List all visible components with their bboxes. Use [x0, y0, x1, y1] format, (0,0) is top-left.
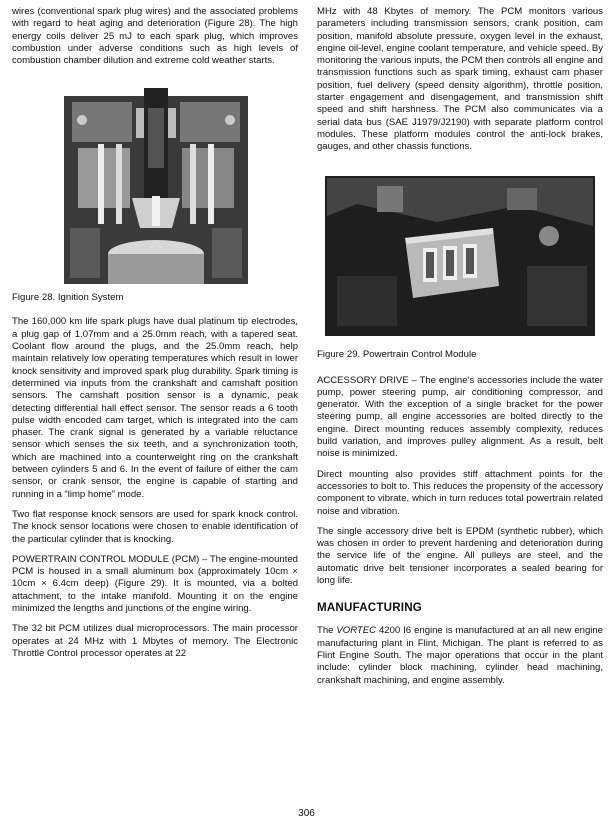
vortec-brand: VORTEC	[336, 625, 377, 637]
manufacturing-the: The	[317, 625, 337, 637]
figure-29-caption: Figure 29. Powertrain Control Module	[317, 348, 477, 360]
figure-28-caption: Figure 28. Ignition System	[12, 292, 124, 304]
figure-29-powertrain-control-module	[317, 166, 603, 344]
paragraph-manufacturing	[317, 625, 603, 686]
paragraph-32bit-pcm: The 32 bit PCM utilizes dual microprocessors. The main processor operates at 24 MHz with 1 Mbytes of memory. The Electronic Throttle Control processor operates at 22	[12, 623, 298, 659]
pcm-photo	[317, 166, 603, 344]
figure-28-ignition-system	[12, 78, 298, 288]
manufacturing-heading: MANUFACTURING	[317, 601, 423, 615]
manufacturing-text: 4200 I6 engine is manufactured at an all new engine manufacturing plant in Flint, Michigan. The plant is referred to as Flint Engine South. The major operations that occur in the plant include: cylinder block machining, cylinder head machining, crankshaft machining, and engine assembly.	[317, 625, 603, 686]
paragraph-accessory-drive: ACCESSORY DRIVE – The engine’s accessories include the water pump, power steering pump, air conditioning compressor, and generator. With the exception of a single bracket for the power steering pump, all engine accessories are bolted directly to the engine. Direct mounting reduces assembly complexity, reduces build variation, and improves pulley alignment. As a result, belt noise is minimized.	[317, 374, 603, 460]
right-column	[317, 6, 603, 687]
paragraph-intro: wires (conventional spark plug wires) and the associated problems with regard to heat aging and deterioration (Figure 28). The high energy coils deliver 25 mJ to each spark plug, which improves combustion under adverse conditions such as high levels of combustion chamber dilution and extreme cold weather starts.	[12, 6, 298, 67]
paragraph-knock-sensors: Two flat response knock sensors are used for spark knock control. The knock sensor locations were chosen to enable identification of the particular cylinder that is knocking.	[12, 508, 298, 545]
paragraph-pcm: POWERTRAIN CONTROL MODULE (PCM) – The engine-mounted PCM is housed in a small aluminum box (approximately 10cm × 10cm × 6.4cm deep) (Figure 29). It is mounted, via a bolted attachment, to the intake manifold. Mounting it on the engine minimized the lengths and junctions of the engine wiring.	[12, 553, 298, 615]
ignition-system-photo	[12, 78, 298, 288]
left-column	[12, 6, 298, 660]
paragraph-spark-plugs: The 160,000 km life spark plugs have dual platinum tip electrodes, a plug gap of 1.07mm and a 25.0mm reach, with a tapered seat. Coolant flow around the plugs, and the 25.0mm reach, help maintain relatively low operating temperatures which result in lower knock sensitivity and improved spark plug durability. Spark timing is determined via inputs from the crankshaft and camshaft position sensors. The camshaft position sensor is a dynamic, peak detecting differential hall effect sensor. The sensor reads a 6 tooth pulse width encoded cam target, which is integrated into the cam phaser. The crank signal is generated by a variable reluctance sensor which senses the six teeth, and a synchronization tooth, which are machined into a counterweight ring on the crankshaft between cylinders 5 and 6. In the event of failure of either the cam sensor, or crank sensor, the engine is capable of starting and running in a “limp home” mode.	[12, 316, 298, 500]
paragraph-direct-mounting: Direct mounting also provides stiff attachment points for the accessories to bolt to. This reduces the propensity of the accessory component to vibrate, which in turn reduces total powertrain related noise and vibration.	[317, 468, 603, 517]
paragraph-pcm-continued: MHz with 48 Kbytes of memory. The PCM monitors various parameters including transmission sensors, crank position, cam position, manifold absolute pressure, oxygen level in the exhaust, engine oil-level, engine coolant temperature, and vehicle speed. By monitoring the various inputs, the PCM then controls all engine and transmission functions such as spark timing, exhaust cam phaser position, fuel delivery (speed density algorithm), throttle position, starter engagement and disengagement, and transmission shift speed and shift harshness. The PCM also communicates via a serial data bus (SAE J1979/J2190) with separate platform control modules. These platform modules control the anti-lock brakes, gauges, and other chassis functions.	[317, 6, 603, 153]
paragraph-drive-belt: The single accessory drive belt is EPDM (synthetic rubber), which was chosen in order to prevent hardening and deterioration during the service life of the engine. All pulleys are steel, and the automatic drive belt tensioner incorporates a sealed bearing for long life.	[317, 525, 603, 587]
page-number: 306	[298, 808, 315, 819]
